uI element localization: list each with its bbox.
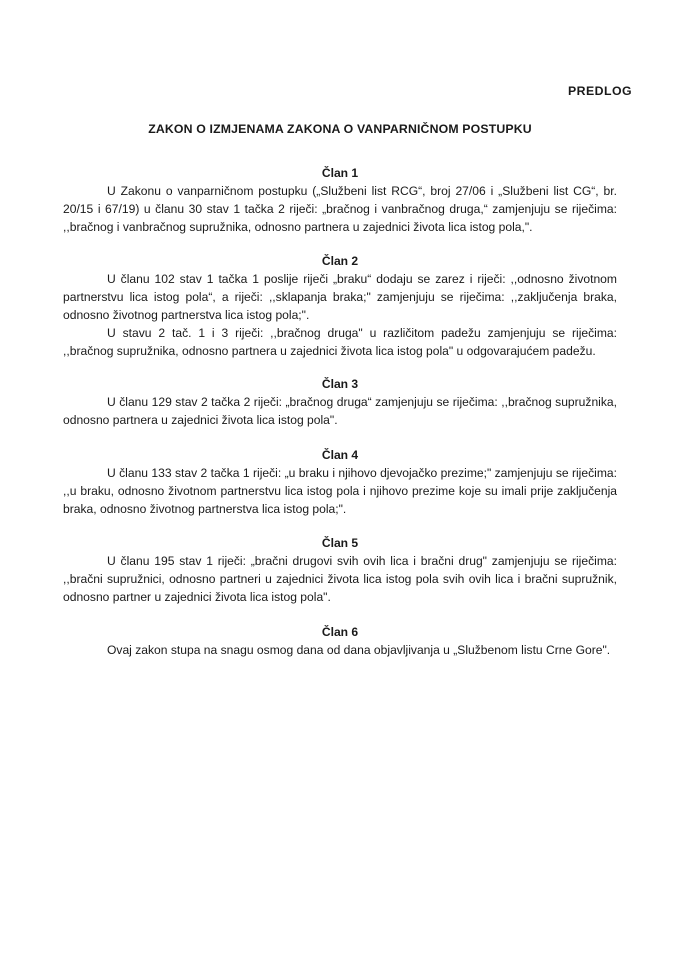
article-2-paragraph-1: U članu 102 stav 1 tačka 1 poslije riječi „braku“ dodaju se zarez i riječi: ,,odnosno životnom partnerstvu lica istog pola“, a riječi: ,,sklapanja braka;" zamjenjuju se riječima: ,,zaključenja braka, odnosno životnog partnerstva lica istog pola;". bbox=[63, 272, 617, 322]
page-title: ZAKON O IZMJENAMA ZAKONA O VANPARNIČNOM POSTUPKU bbox=[148, 122, 532, 136]
article-spacer bbox=[63, 518, 617, 535]
article-6 bbox=[63, 624, 617, 660]
article-4-paragraph-1: U članu 133 stav 2 tačka 1 riječi: „u braku i njihovo djevojačko prezime;" zamjenjuju se riječima: ,,u braku, odnosno životnom partnerstvu lica istog pola i njihovo prezime koje su imali prije zaključenja braka, odnosno životnog partnerstva lica istog pola;". bbox=[63, 465, 617, 516]
article-2-heading: Član 2 bbox=[321, 254, 359, 269]
article-2-paragraph-2: U stavu 2 tač. 1 i 3 riječi: ,,bračnog druga" u različitom padežu zamjenjuju se riječima: ,,bračnog supružnika, odnosno partnera u zajednici života lica istog pola" u odgovarajućem padežu. bbox=[63, 325, 617, 358]
article-3-heading: Član 3 bbox=[321, 377, 359, 392]
article-1-paragraph-1: U Zakonu o vanparničnom postupku („Službeni list RCG“, broj 27/06 i „Službeni list CG“, br. 20/15 i 67/19) u članu 30 stav 1 tačka 2 riječi: „bračnog i vanbračnog druga,“ zamjenjuju se riječima: ,,bračnog i vanbračnog supružnika, odnosno partnera u zajednici života lica istog pola,". bbox=[63, 184, 617, 234]
article-5-heading: Član 5 bbox=[321, 536, 359, 551]
article-1-heading: Član 1 bbox=[321, 166, 359, 180]
article-4-heading: Član 4 bbox=[321, 447, 359, 462]
article-6-paragraph-1: Ovaj zakon stupa na snagu osmog dana od dana objavljivanja u „Službenom listu Crne Gore". bbox=[107, 642, 611, 657]
article-3 bbox=[63, 376, 617, 430]
article-4 bbox=[63, 447, 617, 518]
article-1 bbox=[63, 165, 617, 236]
article-2 bbox=[63, 253, 617, 360]
article-3-paragraph-1: U članu 129 stav 2 tačka 2 riječi: „bračnog druga“ zamjenjuju se riječima: ,,bračnog supružnika, odnosno partnera u zajednici života lica istog pola". bbox=[63, 395, 617, 428]
article-spacer bbox=[63, 430, 617, 447]
article-spacer bbox=[63, 236, 617, 253]
article-6-heading: Član 6 bbox=[321, 624, 359, 639]
article-5-paragraph-1: U članu 195 stav 1 riječi: „bračni drugovi svih ovih lica i bračni drug" zamjenjuju se riječima: ,,bračni supružnici, odnosno partneri u zajednici života lica istog pola svih ovih lica i bračni supružnik, odnosno partner u zajednici života lica istog pola". bbox=[63, 554, 617, 604]
document-body bbox=[63, 84, 632, 660]
article-spacer bbox=[63, 360, 617, 376]
article-5 bbox=[63, 535, 617, 606]
article-spacer bbox=[63, 607, 617, 624]
document-header-label: PREDLOG bbox=[568, 84, 632, 98]
